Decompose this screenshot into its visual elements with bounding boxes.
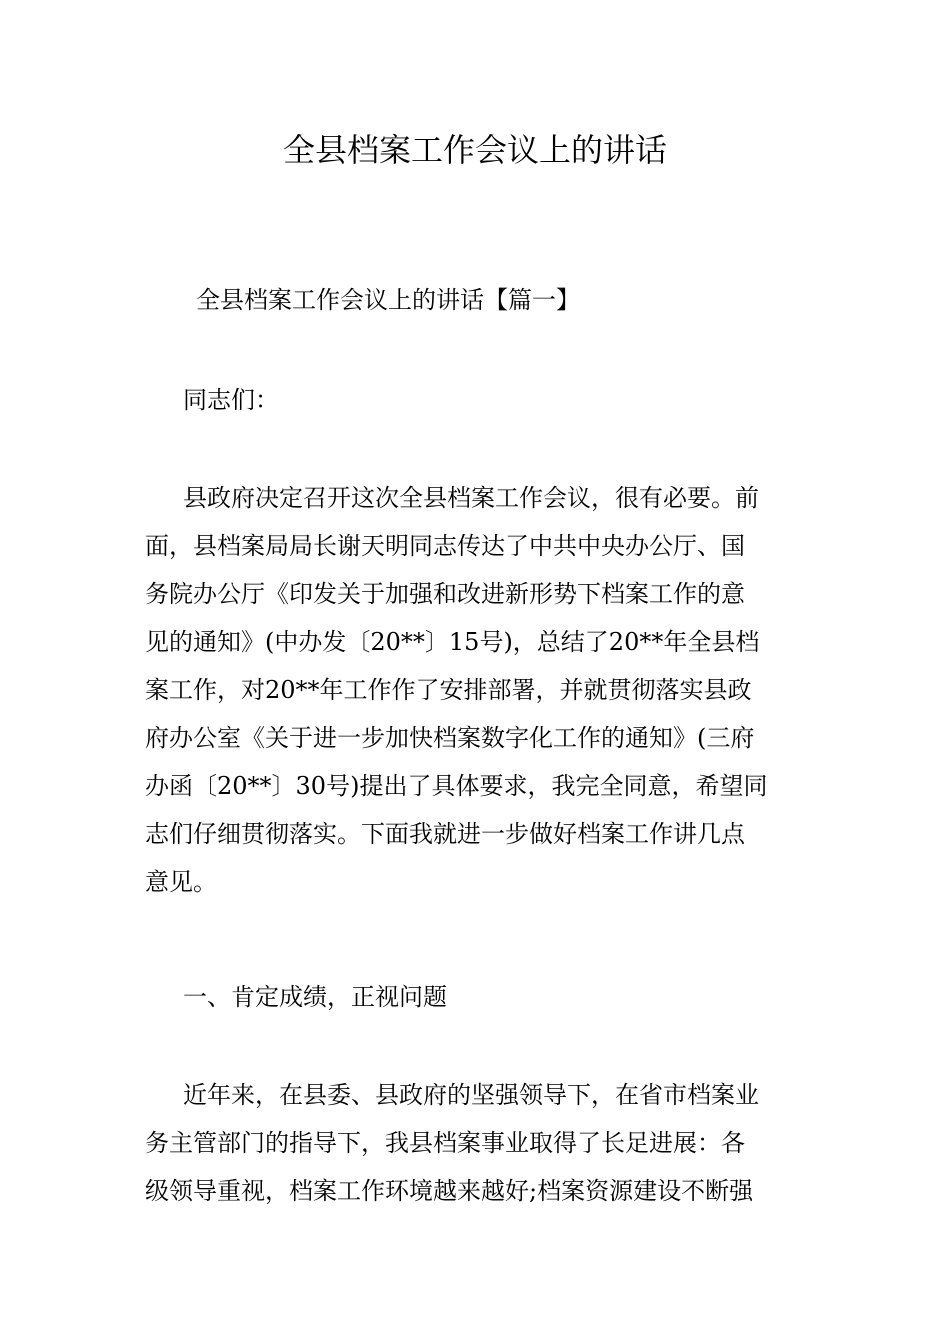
section-heading: 一、肯定成绩，正视问题: [183, 983, 447, 1011]
paragraph-line: 近年来，在县委、县政府的坚强领导下，在省市档案业: [183, 1081, 759, 1109]
paragraph-line: 府办公室《关于进一步加快档案数字化工作的通知》(三府: [145, 724, 755, 752]
paragraph-line: 县政府决定召开这次全县档案工作会议，很有必要。前: [183, 484, 759, 512]
paragraph-line: 级领导重视，档案工作环境越来越好;档案资源建设不断强: [145, 1177, 754, 1205]
salutation: 同志们：: [183, 386, 279, 414]
paragraph-line: 面，县档案局局长谢天明同志传达了中共中央办公厅、国: [145, 532, 745, 560]
paragraph-line: 案工作，对20**年工作作了安排部署，并就贯彻落实县政: [145, 676, 752, 704]
paragraph-2: [145, 1071, 805, 1215]
heading-1-block: [145, 973, 805, 1021]
paragraph-1: [145, 474, 805, 906]
paragraph-line: 务主管部门的指导下，我县档案事业取得了长足进展：各: [145, 1129, 745, 1157]
paragraph-line: 见的通知》(中办发〔20**〕15号)，总结了20**年全县档: [145, 628, 760, 656]
paragraph-line: 意见。: [145, 868, 217, 896]
paragraph-line: 务院办公厅《印发关于加强和改进新形势下档案工作的意: [145, 580, 745, 608]
document-title: 全县档案工作会议上的讲话: [282, 131, 667, 169]
section-title: 全县档案工作会议上的讲话【篇一】: [196, 286, 580, 314]
salutation-block: [145, 376, 805, 424]
paragraph-line: 志们仔细贯彻落实。下面我就进一步做好档案工作讲几点: [145, 820, 745, 848]
paragraph-line: 办函〔20**〕30号)提出了具体要求，我完全同意，希望同: [145, 772, 768, 800]
